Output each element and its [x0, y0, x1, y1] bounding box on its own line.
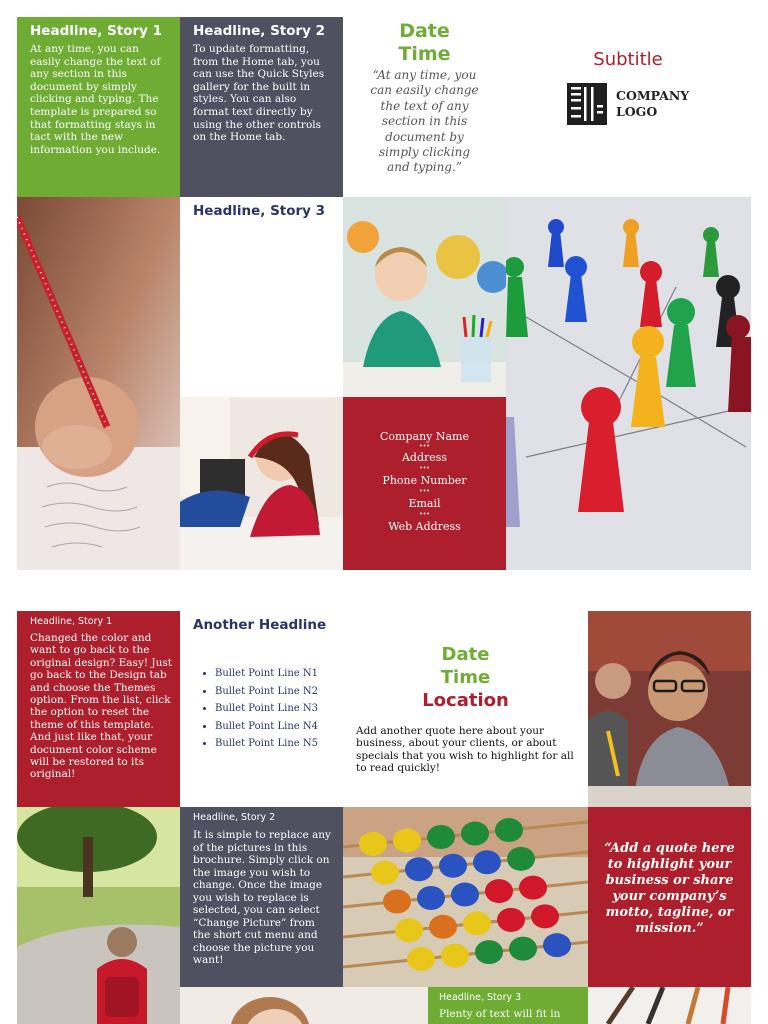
photo-woman	[180, 987, 428, 1024]
contact-company: Company Name	[380, 430, 469, 443]
abacus-bead	[495, 818, 523, 842]
abacus-bead	[507, 847, 535, 871]
company-logo	[567, 83, 717, 127]
p2-location: Location	[422, 690, 509, 711]
contact-sep: •••	[419, 465, 430, 472]
contact-address: Address	[401, 451, 448, 464]
abacus-bead	[429, 915, 457, 939]
abacus-bead	[451, 883, 479, 907]
p2-date-block	[343, 643, 588, 712]
date-quote: “At any time, you can easily change the text of any section in this document by simply clicking and typing.”	[370, 68, 479, 175]
bullet-item: • Bullet Point Line N3	[215, 700, 343, 718]
p2-date: Date	[441, 644, 490, 665]
subtitle: Subtitle	[593, 49, 663, 70]
abacus-bead	[543, 933, 571, 957]
p2-story1-title: Headline, Story 1	[30, 616, 113, 627]
p2-story2-panel	[180, 807, 343, 987]
abacus-bead	[405, 857, 433, 881]
contact-sep: •••	[419, 443, 430, 450]
story1-panel	[17, 17, 180, 197]
story3-title: Headline, Story 3	[193, 203, 326, 219]
story1-title: Headline, Story 1	[30, 23, 163, 39]
p2-story2-title: Headline, Story 2	[193, 812, 276, 823]
company-logo-icon	[567, 83, 607, 125]
bullet-item: • Bullet Point Line N2	[215, 683, 343, 701]
abacus-bead	[519, 876, 547, 900]
photo-boy-glasses	[588, 611, 751, 807]
abacus-bead	[417, 886, 445, 910]
abacus-bead	[439, 854, 467, 878]
p2-story3-title: Headline, Story 3	[439, 992, 522, 1003]
p2-story1-panel	[17, 611, 180, 807]
abacus-bead	[371, 861, 399, 885]
date-block	[343, 20, 506, 195]
p2-quote-box	[588, 807, 751, 987]
logo-line1: COMPANY	[616, 88, 690, 103]
abacus-bead	[393, 828, 421, 852]
abacus-bead	[463, 911, 491, 935]
date-label: Date	[399, 20, 450, 42]
another-headline: Another Headline	[193, 617, 327, 633]
abacus-bead	[509, 937, 537, 961]
abacus-bead	[461, 822, 489, 846]
logo-line2: LOGO	[616, 104, 658, 119]
abacus-bead	[359, 832, 387, 856]
photo-abacus	[343, 807, 588, 987]
p2-quote: Add another quote here about your business, about your clients, or about specials that you wish to highlight for all to read quickly!	[356, 725, 574, 775]
story2-title: Headline, Story 2	[193, 23, 326, 39]
bullet-item: • Bullet Point Line N1	[215, 665, 343, 683]
contact-sep: •••	[419, 511, 430, 518]
contact-phone: Phone Number	[382, 474, 467, 487]
abacus-bead	[531, 904, 559, 928]
bullet-item: • Bullet Point Line N5	[215, 735, 343, 753]
story2-panel	[180, 17, 343, 197]
story1-body: At any time, you can easily change the text of any section in this document by simply clicking and typing. The template is prepared so that formatting stays in tact with the new information you include.	[30, 43, 161, 156]
photo-pencils	[588, 987, 751, 1024]
bullet-item: • Bullet Point Line N4	[215, 718, 343, 736]
photo-boy-backpack	[17, 807, 180, 1024]
abacus-bead	[441, 944, 469, 968]
abacus-bead	[407, 947, 435, 971]
story2-body: To update formatting, from the Home tab, you can use the Quick Styles gallery for the built in styles. You can also format text directly by using the other controls on the Home tab.	[193, 43, 325, 144]
contact-panel	[343, 397, 506, 570]
abacus-bead	[475, 940, 503, 964]
abacus-bead	[473, 850, 501, 874]
abacus-bead	[485, 879, 513, 903]
contact-email: Email	[408, 497, 441, 510]
photo-child-writing	[17, 197, 180, 570]
p2-time: Time	[440, 667, 491, 688]
p2-story3-body: Plenty of text will fit in	[439, 1008, 561, 1020]
bullet-list	[193, 665, 343, 753]
contact-sep: •••	[419, 488, 430, 495]
photo-boy-crayons	[343, 197, 506, 397]
time-label: Time	[398, 43, 451, 65]
p2-story2-body: It is simple to replace any of the pictures in this brochure. Simply click on the image you wish to change. Once the image you wish to replace is selected, you can select “Change Picture” from the short cut menu and choose the picture you want!	[193, 829, 331, 966]
p2-story1-body: Changed the color and want to go back to the original design? Easy! Just go back to the Design tab and choose the Themes option. From the list, click the option to reset the theme of this template. And just like that, your document color scheme will be restored to its original!	[30, 632, 173, 781]
p2-quote-box-text: “Add a quote here to highlight your business or share your company’s motto, tagline, or mission.”	[604, 841, 735, 936]
abacus-bead	[383, 889, 411, 913]
abacus-bead	[497, 908, 525, 932]
contact-web: Web Address	[388, 520, 461, 533]
p2-story3-panel	[428, 987, 588, 1024]
photo-network-pawns	[506, 197, 751, 570]
abacus-bead	[395, 918, 423, 942]
photo-girl-drawing	[180, 397, 343, 570]
abacus-bead	[427, 825, 455, 849]
